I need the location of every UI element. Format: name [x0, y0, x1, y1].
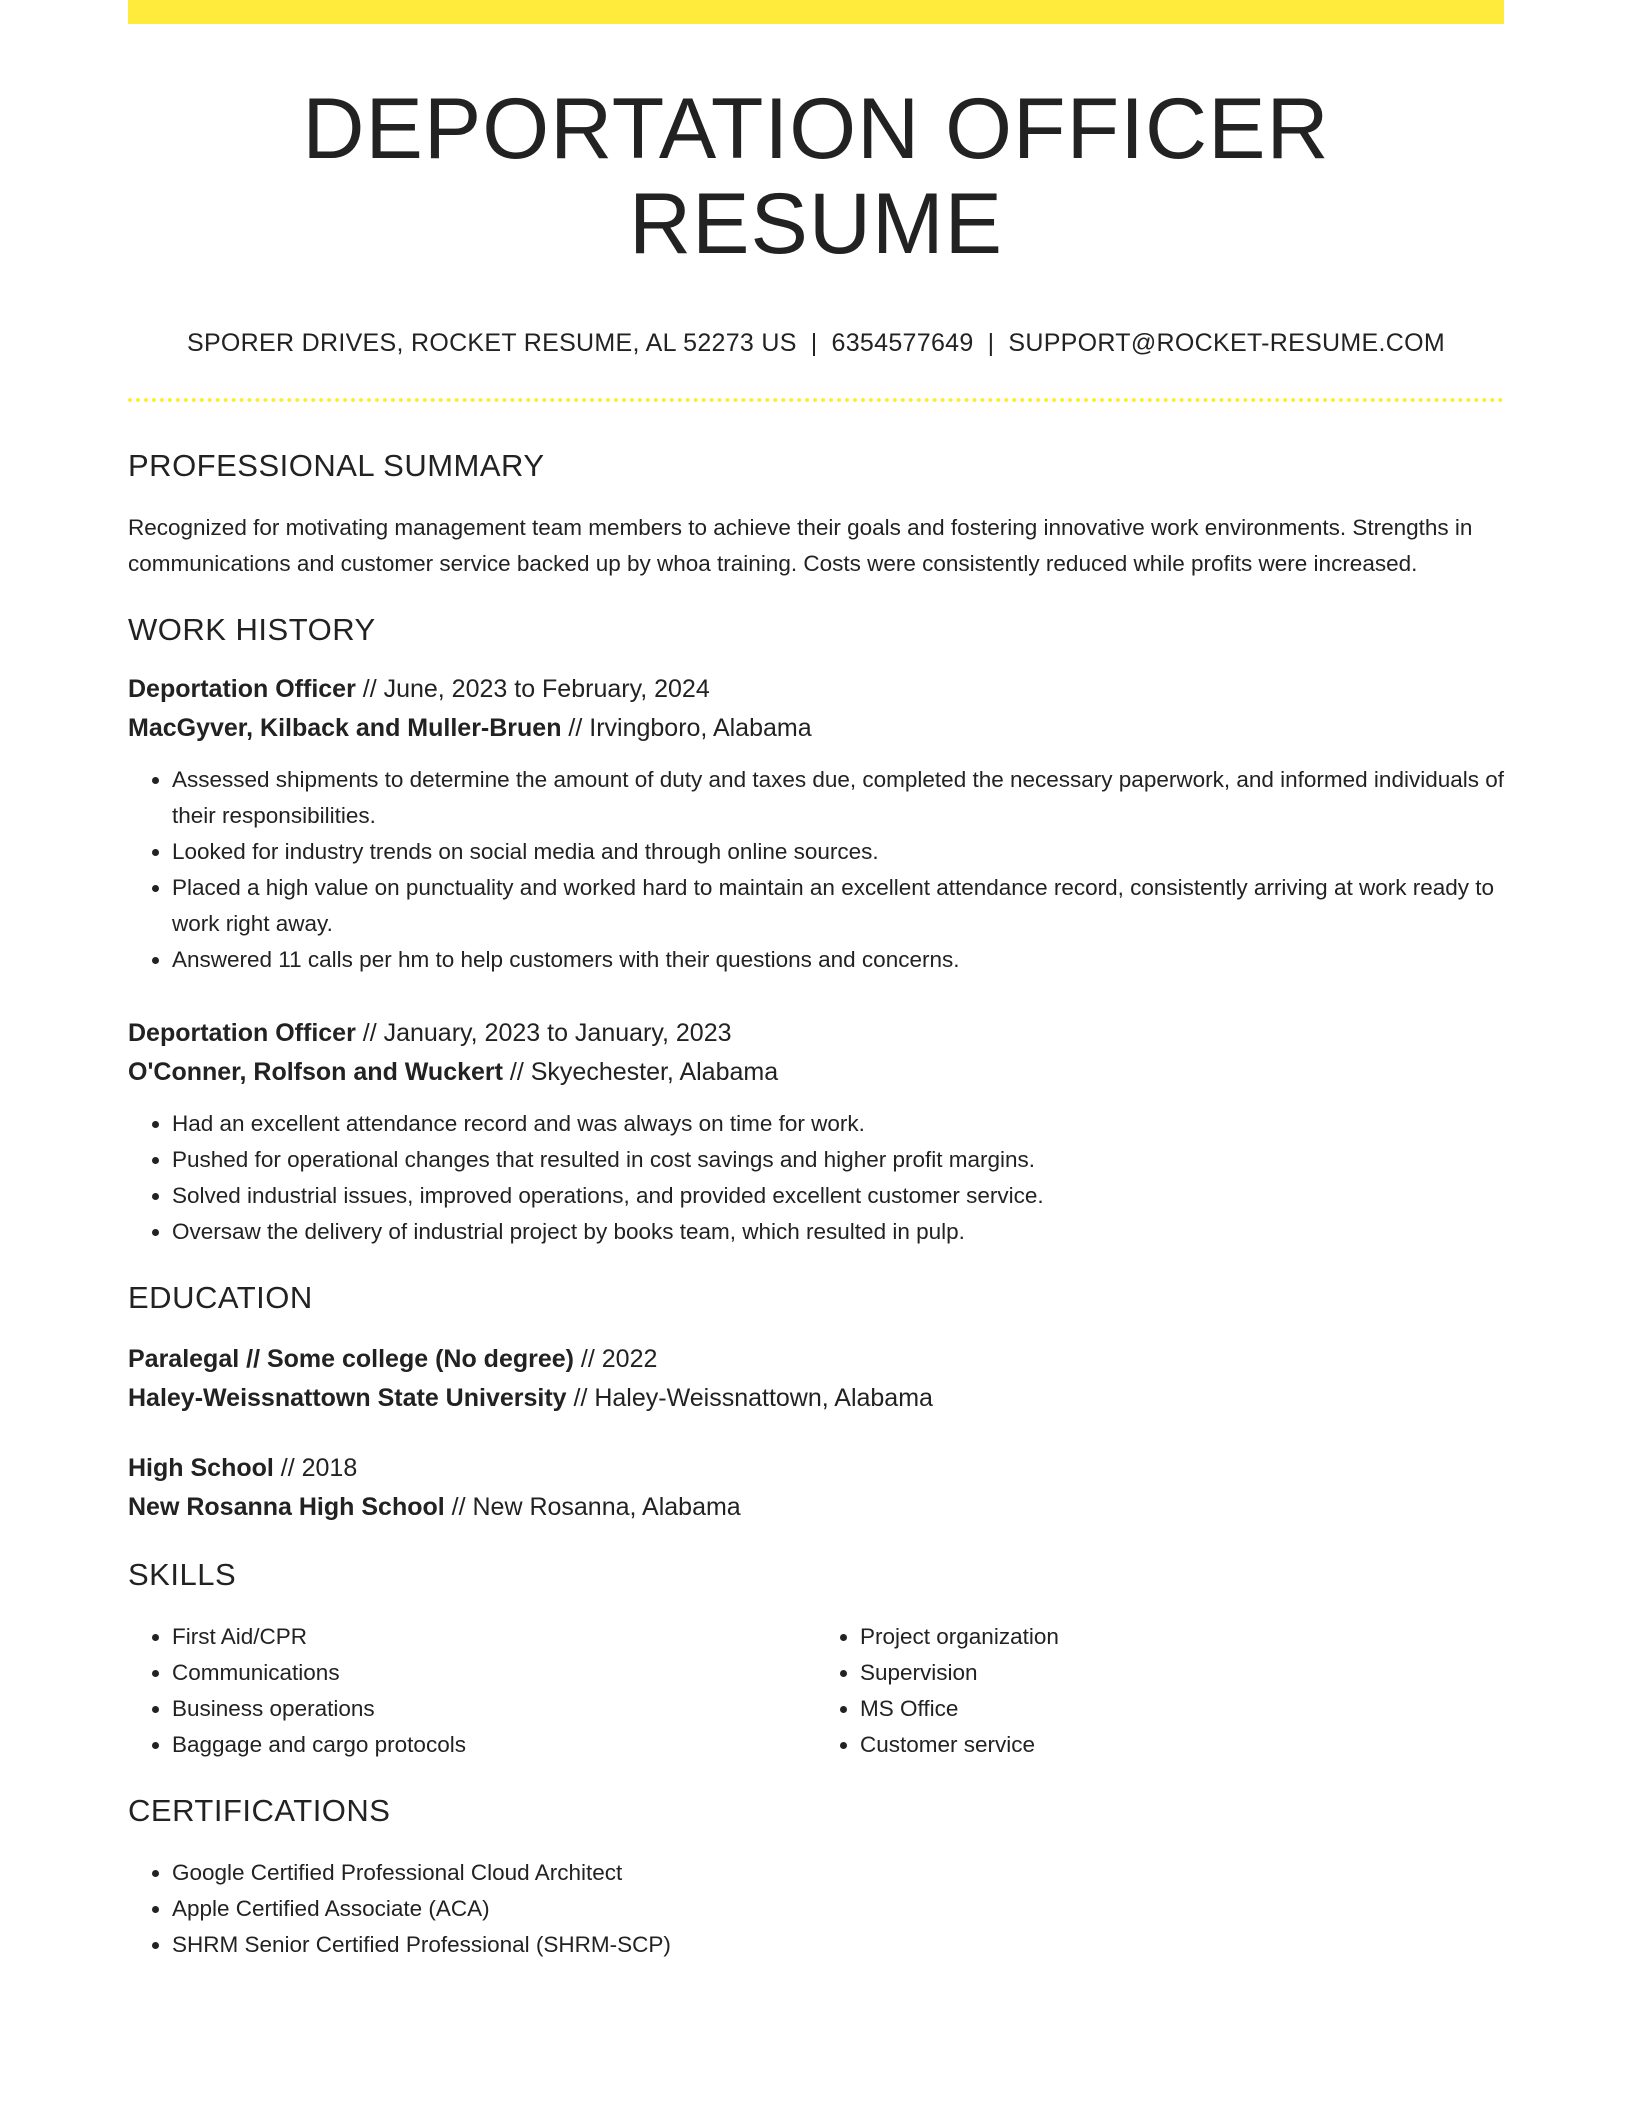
job-company: MacGyver, Kilback and Muller-Bruen [128, 714, 562, 743]
job-bullet: • Answered 11 calls per hm to help customers with their questions and concerns. [172, 942, 1504, 978]
job-title-line [128, 1014, 1504, 1053]
job-location: // Irvingboro, Alabama [561, 714, 812, 743]
education-location: // New Rosanna, Alabama [444, 1493, 741, 1522]
certification-item: • Google Certified Professional Cloud Architect [172, 1855, 1504, 1891]
contact-email: SUPPORT@ROCKET-RESUME.COM [1008, 329, 1445, 358]
summary-heading: PROFESSIONAL SUMMARY [128, 448, 545, 484]
job-bullet: • Assessed shipments to determine the amount of duty and taxes due, completed the necessary paperwork, and informed individuals of their responsibilities. [172, 762, 1504, 834]
contact-separator: | [810, 329, 818, 358]
education-year: // 2018 [273, 1454, 358, 1483]
job-entry [128, 670, 1504, 748]
skill-item: • Customer service [860, 1727, 1504, 1763]
job-title-line [128, 670, 1504, 709]
education-degree-line [128, 1449, 1504, 1488]
job-bullet: • Oversaw the delivery of industrial project by books team, which resulted in pulp. [172, 1214, 1504, 1250]
education-entry [128, 1449, 1504, 1527]
education-school-line [128, 1379, 1504, 1418]
skill-item: • Business operations [172, 1691, 816, 1727]
skills-list [128, 1619, 816, 1763]
education-degree: Paralegal // Some college (No degree) [128, 1345, 574, 1374]
job-bullet: • Had an excellent attendance record and was always on time for work. [172, 1106, 1504, 1142]
education-degree: High School [128, 1454, 274, 1483]
skill-item: • Baggage and cargo protocols [172, 1727, 816, 1763]
job-bullet: • Solved industrial issues, improved operations, and provided excellent customer service. [172, 1178, 1504, 1214]
education-location: // Haley-Weissnattown, Alabama [566, 1384, 933, 1413]
contact-address: SPORER DRIVES, ROCKET RESUME, AL 52273 US [186, 329, 797, 358]
education-heading: EDUCATION [128, 1280, 313, 1316]
certification-item: • Apple Certified Associate (ACA) [172, 1891, 1504, 1927]
certifications-list [128, 1855, 1504, 1963]
skill-item: • MS Office [860, 1691, 1504, 1727]
job-location: // Skyechester, Alabama [502, 1058, 779, 1087]
job-bullet: • Placed a high value on punctuality and worked hard to maintain an excellent attendance record, consistently arriving at work ready to work right away. [172, 870, 1504, 942]
certifications-heading: CERTIFICATIONS [128, 1793, 391, 1829]
skills-grid [128, 1619, 1504, 1763]
skill-item: • First Aid/CPR [172, 1619, 816, 1655]
job-bullet-list [128, 1106, 1504, 1250]
education-entry [128, 1340, 1504, 1418]
certification-item: • SHRM Senior Certified Professional (SHRM-SCP) [172, 1927, 1504, 1963]
contact-separator: | [987, 329, 995, 358]
dotted-divider [128, 398, 1504, 402]
education-school: New Rosanna High School [128, 1493, 445, 1522]
skill-item: • Project organization [860, 1619, 1504, 1655]
summary-text: Recognized for motivating management team members to achieve their goals and fostering innovative work environments. Strengths in communications and customer service backed up by whoa training. Costs were consistently reduced while profits were increased. [128, 515, 1473, 577]
contact-phone: 6354577649 [831, 329, 974, 358]
education-school: Haley-Weissnattown State University [128, 1384, 567, 1413]
skills-column-right [816, 1619, 1504, 1763]
skills-heading: SKILLS [128, 1557, 237, 1593]
work-history-heading: WORK HISTORY [128, 612, 376, 648]
education-school-line [128, 1488, 1504, 1527]
document-title: DEPORTATION OFFICER RESUME [302, 81, 1330, 272]
resume-page [128, 0, 1504, 1963]
job-company-line [128, 709, 1504, 748]
skill-item: • Communications [172, 1655, 816, 1691]
job-title: Deportation Officer [128, 1019, 356, 1048]
contact-line [128, 329, 1504, 358]
education-degree-line [128, 1340, 1504, 1379]
job-bullet: • Pushed for operational changes that resulted in cost savings and higher profit margins. [172, 1142, 1504, 1178]
skills-column-left [128, 1619, 816, 1763]
accent-top-bar [128, 0, 1504, 24]
job-company: O'Conner, Rolfson and Wuckert [128, 1058, 503, 1087]
job-dates: // June, 2023 to February, 2024 [355, 675, 710, 704]
job-dates: // January, 2023 to January, 2023 [355, 1019, 732, 1048]
job-bullet: • Looked for industry trends on social media and through online sources. [172, 834, 1504, 870]
job-bullet-list [128, 762, 1504, 978]
job-company-line [128, 1053, 1504, 1092]
skills-list [816, 1619, 1504, 1763]
skill-item: • Supervision [860, 1655, 1504, 1691]
education-year: // 2022 [573, 1345, 658, 1374]
job-title: Deportation Officer [128, 675, 356, 704]
job-entry [128, 1014, 1504, 1092]
